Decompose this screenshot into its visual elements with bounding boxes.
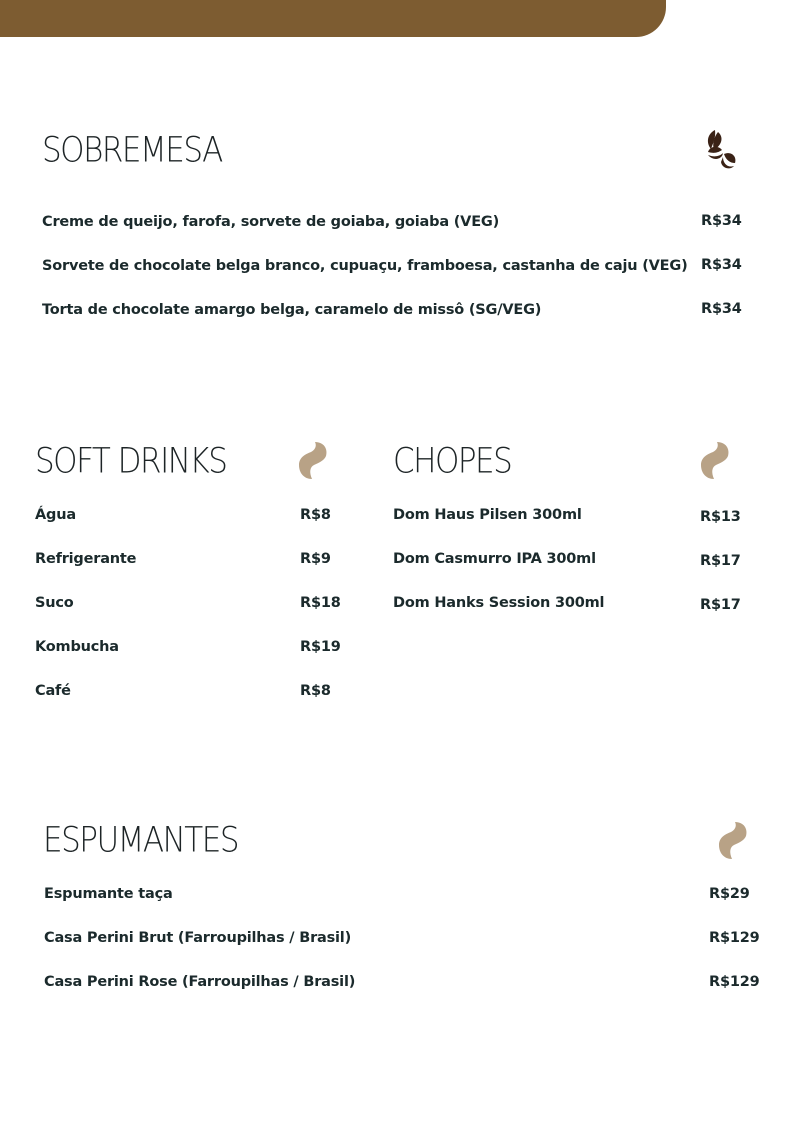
- item-price: R$18: [300, 595, 341, 611]
- item-price: R$129: [709, 930, 760, 946]
- section-title-sobremesa: SOBREMESA: [42, 130, 222, 171]
- list-item: Torta de chocolate amargo belga, caramelo de missô (SG/VEG): [42, 302, 542, 318]
- list-item: Casa Perini Brut (Farroupilhas / Brasil): [44, 930, 352, 946]
- section-title-soft-drinks: SOFT DRINKS: [35, 441, 227, 482]
- item-price: R$13: [700, 509, 741, 525]
- item-price: R$8: [300, 683, 331, 699]
- item-price: R$129: [709, 974, 760, 990]
- item-price: R$17: [700, 597, 741, 613]
- list-item: Kombucha: [35, 639, 119, 655]
- item-price: R$8: [300, 507, 331, 523]
- item-price: R$34: [701, 257, 742, 273]
- list-item: Sorvete de chocolate belga branco, cupuaçu, framboesa, castanha de caju (VEG): [42, 258, 688, 274]
- list-item: Refrigerante: [35, 551, 137, 567]
- list-item: Casa Perini Rose (Farroupilhas / Brasil): [44, 974, 356, 990]
- section-title-chopes: CHOPES: [393, 441, 512, 482]
- coffee-bean-icon: [298, 441, 328, 481]
- list-item: Café: [35, 683, 71, 699]
- list-item: Água: [35, 507, 76, 523]
- list-item: Creme de queijo, farofa, sorvete de goiaba, goiaba (VEG): [42, 214, 500, 230]
- section-title-espumantes: ESPUMANTES: [43, 820, 238, 861]
- coffee-bean-icon: [718, 821, 748, 861]
- header-band: [0, 0, 666, 37]
- item-price: R$29: [709, 886, 750, 902]
- list-item: Espumante taça: [44, 886, 173, 902]
- coffee-bean-icon: [700, 441, 730, 481]
- coffee-beans-icon: [700, 128, 740, 172]
- item-price: R$9: [300, 551, 331, 567]
- list-item: Dom Casmurro IPA 300ml: [393, 551, 596, 567]
- item-price: R$34: [701, 213, 742, 229]
- list-item: Dom Hanks Session 300ml: [393, 595, 605, 611]
- item-price: R$17: [700, 553, 741, 569]
- item-price: R$34: [701, 301, 742, 317]
- item-price: R$19: [300, 639, 341, 655]
- list-item: Dom Haus Pilsen 300ml: [393, 507, 582, 523]
- list-item: Suco: [35, 595, 74, 611]
